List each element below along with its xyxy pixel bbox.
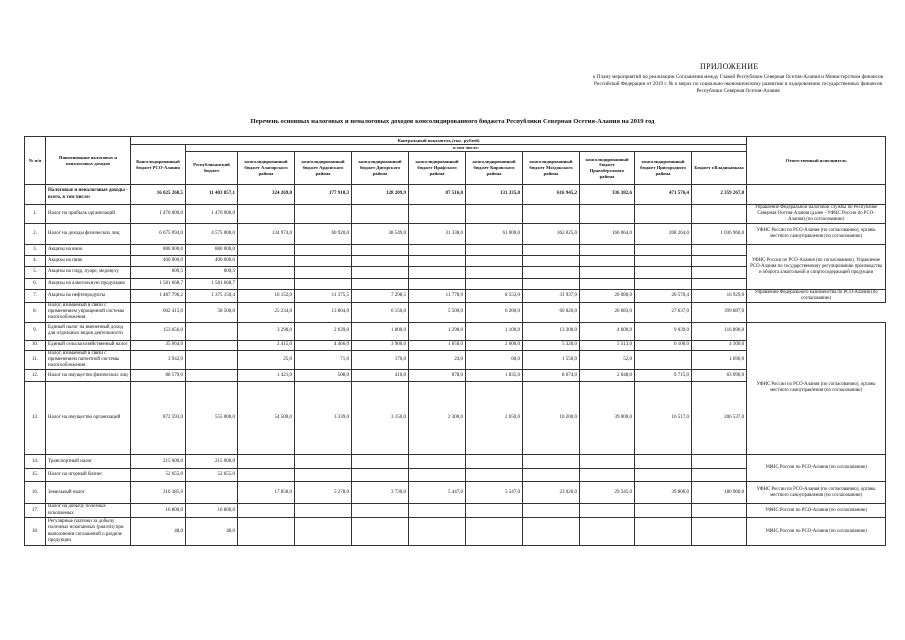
amount-cell <box>295 469 352 482</box>
amount-cell: 878,0 <box>409 370 466 382</box>
amount-cell <box>635 469 692 482</box>
table-row <box>25 482 886 504</box>
row-number <box>25 185 46 205</box>
row-number: 12. <box>25 370 46 382</box>
amount-cell <box>635 205 692 224</box>
table-row <box>25 205 886 224</box>
amount-cell <box>186 322 238 340</box>
row-number: 18. <box>25 518 46 546</box>
amount-cell: 13 804,0 <box>295 302 352 322</box>
amount-cell: 177 910,3 <box>295 185 352 205</box>
table-row <box>25 223 886 244</box>
col-vladikavkaz-header: Бюджет г.Владикавказа <box>692 152 747 185</box>
amount-cell: 400 000,0 <box>186 255 238 266</box>
control-indicator-header: Контрольный показатель (тыс. рублей) <box>131 137 747 145</box>
responsible-cell <box>747 185 886 205</box>
revenue-name: Акцизы на вино <box>46 244 131 255</box>
amount-cell <box>692 244 747 255</box>
revenue-name: Налог на прибыль организаций <box>46 205 131 224</box>
amount-cell <box>523 244 580 255</box>
amount-cell: 16 800,0 <box>186 504 238 518</box>
in-that-header: в том числе: <box>186 145 747 152</box>
amount-cell <box>186 350 238 370</box>
amount-cell: 872 593,0 <box>131 382 186 455</box>
amount-cell: 1 487 796,2 <box>131 289 186 302</box>
row-number: 17. <box>25 504 46 518</box>
amount-cell <box>409 518 466 546</box>
amount-cell <box>352 205 409 224</box>
amount-cell <box>466 205 523 224</box>
amount-cell: 29 345,0 <box>580 482 635 504</box>
row-number: 2. <box>25 223 46 244</box>
amount-cell <box>635 244 692 255</box>
amount-cell: 3 150,0 <box>352 382 409 455</box>
amount-cell <box>352 278 409 289</box>
amount-cell <box>409 455 466 469</box>
responsible-cell: Управление Федерального казначейства по РСО-Алания (по согласованию) <box>747 289 886 302</box>
amount-cell: 166 064,0 <box>580 223 635 244</box>
table-row <box>25 504 886 518</box>
col-prigorod-header: консолидированный бюджет Пригородного района <box>635 152 692 185</box>
appendix-note: к Плану мероприятий по реализации Соглашения между Главой Республики Северная Осетия-Алания и Министерством финансов Российской Федерации от 2019 г. № о мерах по социально-экономическому развитию и оздоровлению государственных финансов Республики Северная Осетия-Алания <box>592 74 884 95</box>
amount-cell: 11 778,9 <box>409 289 466 302</box>
amount-cell: 88 579,0 <box>131 370 186 382</box>
table-row <box>25 302 886 322</box>
amount-cell <box>692 455 747 469</box>
amount-cell: 17 858,0 <box>238 482 295 504</box>
amount-cell <box>352 255 409 266</box>
amount-cell: 16 152,0 <box>238 289 295 302</box>
col-mozdok-header: консолидированный бюджет Моздокского района <box>523 152 580 185</box>
amount-cell: 116 890,0 <box>692 322 747 340</box>
amount-cell: 170,0 <box>352 350 409 370</box>
responsible-cell: УФНС России по РСО-Алания (по согласованию), органы местного самоуправления (по согласованию) <box>747 322 886 455</box>
row-number: 15. <box>25 469 46 482</box>
revenue-name: Акцизы на сидр, пуаре, медовуху <box>46 266 131 278</box>
amount-cell: 8 553,0 <box>466 289 523 302</box>
amount-cell <box>295 455 352 469</box>
amount-cell: 2 000,0 <box>466 340 523 350</box>
amount-cell: 1 550,0 <box>523 350 580 370</box>
amount-cell <box>523 205 580 224</box>
amount-cell <box>238 266 295 278</box>
row-number: 11. <box>25 350 46 370</box>
amount-cell <box>523 255 580 266</box>
amount-cell: 39 800,0 <box>635 482 692 504</box>
amount-cell: 555 000,0 <box>186 382 238 455</box>
revenue-name: Единый налог на вмененный доход для отдельных видов деятельности <box>46 322 131 340</box>
amount-cell <box>635 504 692 518</box>
amount-cell: 1 800,0 <box>352 322 409 340</box>
amount-cell: 336 382,6 <box>580 185 635 205</box>
col-alagir-header: консолидированный бюджет Алагирского района <box>238 152 295 185</box>
table-row <box>25 518 886 546</box>
amount-cell: 25 234,0 <box>238 302 295 322</box>
amount-cell: 1 421,0 <box>238 370 295 382</box>
amount-cell: 48,0 <box>186 518 238 546</box>
row-number: 7. <box>25 289 46 302</box>
revenue-name: Единый сельскохозяйственный налог <box>46 340 131 350</box>
amount-cell: 31 338,0 <box>409 223 466 244</box>
amount-cell <box>409 244 466 255</box>
amount-cell: 2 300,0 <box>409 382 466 455</box>
revenue-name: Акцизы на пиво <box>46 255 131 266</box>
amount-cell: 180 900,0 <box>692 482 747 504</box>
amount-cell <box>409 266 466 278</box>
amount-cell: 35 064,0 <box>131 340 186 350</box>
row-number: 9. <box>25 322 46 340</box>
revenue-name: Налог, взимаемый в связи с применением упрощенной системы налогообложения <box>46 302 131 322</box>
amount-cell: 5 500,0 <box>409 302 466 322</box>
amount-cell <box>580 266 635 278</box>
amount-cell <box>352 244 409 255</box>
amount-cell <box>352 266 409 278</box>
amount-cell: 52,0 <box>580 350 635 370</box>
amount-cell: 87 516,0 <box>409 185 466 205</box>
amount-cell <box>352 518 409 546</box>
amount-cell: 880 000,0 <box>131 244 186 255</box>
amount-cell <box>295 266 352 278</box>
amount-cell <box>466 278 523 289</box>
table-row <box>25 185 886 205</box>
appendix-label: ПРИЛОЖЕНИЕ <box>700 62 759 71</box>
amount-cell: 39 000,0 <box>580 382 635 455</box>
amount-cell <box>466 455 523 469</box>
amount-cell: 3 339,0 <box>295 382 352 455</box>
amount-cell <box>692 504 747 518</box>
amount-cell: 2 359 267,0 <box>692 185 747 205</box>
amount-cell <box>352 504 409 518</box>
amount-cell: 6 675 094,0 <box>131 223 186 244</box>
col-pravober-header: консолидированный бюджет Правобережного района <box>580 152 635 185</box>
amount-cell <box>692 255 747 266</box>
amount-cell <box>409 469 466 482</box>
col-responsible-header: Ответственный исполнитель <box>747 137 886 185</box>
amount-cell <box>580 469 635 482</box>
table-row <box>25 455 886 469</box>
amount-cell: 27 637,0 <box>635 302 692 322</box>
amount-cell <box>692 469 747 482</box>
amount-cell <box>692 205 747 224</box>
amount-cell: 5 447,0 <box>409 482 466 504</box>
amount-cell: 324 269,0 <box>238 185 295 205</box>
amount-cell: 5 320,0 <box>523 340 580 350</box>
amount-cell: 9 039,0 <box>635 322 692 340</box>
row-number: 13. <box>25 382 46 455</box>
amount-cell <box>523 455 580 469</box>
amount-cell <box>635 266 692 278</box>
revenue-table <box>24 136 886 546</box>
amount-cell: 13 300,0 <box>523 322 580 340</box>
amount-cell: 4 300,0 <box>692 340 747 350</box>
amount-cell: 20 570,4 <box>635 289 692 302</box>
amount-cell: 61 000,0 <box>466 223 523 244</box>
amount-cell <box>692 266 747 278</box>
amount-cell: 38 549,0 <box>352 223 409 244</box>
amount-cell: 10 200,0 <box>523 382 580 455</box>
revenue-name: Акцизы на нефтепродукты <box>46 289 131 302</box>
amount-cell <box>409 278 466 289</box>
amount-cell <box>352 469 409 482</box>
amount-cell: 31 937,9 <box>523 289 580 302</box>
amount-cell: 5 547,0 <box>466 482 523 504</box>
revenue-name: Транспортный налог <box>46 455 131 469</box>
responsible-cell: УФНС России по РСО-Алания (по согласованию) <box>747 504 886 518</box>
amount-cell: 9 715,0 <box>635 370 692 382</box>
amount-cell: 3 900,0 <box>352 340 409 350</box>
amount-cell: 7 298,5 <box>352 289 409 302</box>
amount-cell: 1 036 960,0 <box>692 223 747 244</box>
col-republican-header: Республиканский бюджет <box>186 152 238 185</box>
amount-cell <box>238 244 295 255</box>
amount-cell <box>238 278 295 289</box>
amount-cell: 3 290,0 <box>238 322 295 340</box>
amount-cell <box>466 266 523 278</box>
revenue-name: Налог на добычу полезных ископаемых <box>46 504 131 518</box>
amount-cell <box>523 518 580 546</box>
amount-cell <box>523 278 580 289</box>
amount-cell <box>295 504 352 518</box>
amount-cell: 4 600,0 <box>580 322 635 340</box>
amount-cell: 60 920,0 <box>295 223 352 244</box>
amount-cell: 2 415,0 <box>238 340 295 350</box>
amount-cell <box>238 504 295 518</box>
amount-cell: 362 025,0 <box>523 223 580 244</box>
amount-cell: 410,0 <box>352 370 409 382</box>
amount-cell <box>295 244 352 255</box>
row-number: 14. <box>25 455 46 469</box>
amount-cell: 24,0 <box>409 350 466 370</box>
amount-cell <box>635 255 692 266</box>
responsible-cell: УФНС России по РСО-Алания (по согласованию) <box>747 518 886 546</box>
col-consolidated-header: Консолидированный бюджет РСО-Алания <box>131 145 186 185</box>
amount-cell: 2 639,0 <box>295 322 352 340</box>
amount-cell <box>635 278 692 289</box>
amount-cell <box>238 255 295 266</box>
col-name-header: Наименование налоговых и неналоговых доходов <box>46 137 131 185</box>
amount-cell: 131 335,0 <box>466 185 523 205</box>
amount-cell: 602 415,0 <box>131 302 186 322</box>
table-row <box>25 289 886 302</box>
revenue-name: Налог, взимаемый в связи с применением патентной системы налогообложения <box>46 350 131 370</box>
amount-cell: 1 100,0 <box>466 322 523 340</box>
amount-cell: 128 209,9 <box>352 185 409 205</box>
amount-cell: 880 000,0 <box>186 244 238 255</box>
amount-cell <box>523 504 580 518</box>
amount-cell <box>352 455 409 469</box>
amount-cell: 400 000,0 <box>131 255 186 266</box>
row-number: 3. <box>25 244 46 255</box>
amount-cell <box>466 504 523 518</box>
amount-cell <box>186 370 238 382</box>
amount-cell: 1 690,0 <box>692 350 747 370</box>
revenue-name: Налог на имущество физических лиц <box>46 370 131 382</box>
amount-cell: 134 974,0 <box>238 223 295 244</box>
amount-cell: 4 466,0 <box>295 340 352 350</box>
amount-cell <box>580 244 635 255</box>
table-row <box>25 322 886 340</box>
amount-cell: 11 375,5 <box>295 289 352 302</box>
amount-cell <box>238 469 295 482</box>
amount-cell: 215 000,0 <box>131 455 186 469</box>
amount-cell: 54 500,0 <box>238 382 295 455</box>
amount-cell: 2 048,0 <box>580 370 635 382</box>
amount-cell: 1 835,0 <box>466 370 523 382</box>
amount-cell: 71,0 <box>295 350 352 370</box>
amount-cell <box>295 278 352 289</box>
amount-cell: 616 945,2 <box>523 185 580 205</box>
amount-cell <box>295 205 352 224</box>
amount-cell: 5 278,0 <box>295 482 352 504</box>
amount-cell: 609,5 <box>186 266 238 278</box>
amount-cell: 6 100,0 <box>635 340 692 350</box>
revenue-name: Налог на имущество организаций <box>46 382 131 455</box>
col-ardon-header: консолидированный бюджет Ардонского района <box>295 152 352 185</box>
amount-cell: 1 470 000,0 <box>186 205 238 224</box>
revenue-name: Акцизы на алкогольную продукцию <box>46 278 131 289</box>
amount-cell <box>186 340 238 350</box>
amount-cell: 16 929,0 <box>692 289 747 302</box>
amount-cell: 153 656,0 <box>131 322 186 340</box>
amount-cell: 25,0 <box>238 350 295 370</box>
amount-cell: 215 000,0 <box>186 455 238 469</box>
amount-cell: 471 576,4 <box>635 185 692 205</box>
amount-cell <box>238 518 295 546</box>
amount-cell: 508,0 <box>295 370 352 382</box>
amount-cell: 1 581 668,7 <box>131 278 186 289</box>
revenue-name: Налоговые и неналоговые доходы - всего, в том числе: <box>46 185 131 205</box>
amount-cell: 60 820,0 <box>523 302 580 322</box>
amount-cell: 8 674,0 <box>523 370 580 382</box>
col-iraf-header: консолидированный бюджет Ирафского района <box>409 152 466 185</box>
amount-cell: 1 650,0 <box>409 340 466 350</box>
amount-cell: 52 655,0 <box>131 469 186 482</box>
amount-cell: 63 090,0 <box>692 370 747 382</box>
amount-cell <box>580 255 635 266</box>
amount-cell: 609,5 <box>131 266 186 278</box>
amount-cell: 1 581 668,7 <box>186 278 238 289</box>
amount-cell: 23 020,0 <box>523 482 580 504</box>
amount-cell: 48,0 <box>131 518 186 546</box>
row-number: 8. <box>25 302 46 322</box>
amount-cell <box>635 350 692 370</box>
responsible-cell: УФНС России по РСО-Алания (по согласованию) <box>747 455 886 482</box>
row-number: 4. <box>25 255 46 266</box>
revenue-name: Налог на игорный бизнес <box>46 469 131 482</box>
amount-cell <box>523 469 580 482</box>
responsible-cell: УФНС России по РСО-Алания (по согласованию), органы местного самоуправления (по согласованию) <box>747 482 886 504</box>
amount-cell <box>238 455 295 469</box>
responsible-cell: УФНС России по РСО-Алания (по согласованию), органы местного самоуправления (по согласованию) <box>747 223 886 244</box>
amount-cell <box>466 469 523 482</box>
amount-cell: 1 470 000,0 <box>131 205 186 224</box>
document-title: Перечень основных налоговых и неналоговых доходов консолидированного бюджета Республики Северная Осетия-Алания на 2019 год <box>250 118 655 125</box>
amount-cell: 20 080,0 <box>580 289 635 302</box>
table-row <box>25 244 886 255</box>
amount-cell <box>635 455 692 469</box>
amount-cell: 16 800,0 <box>131 504 186 518</box>
amount-cell <box>409 504 466 518</box>
amount-cell: 3 942,0 <box>131 350 186 370</box>
amount-cell <box>238 205 295 224</box>
amount-cell <box>466 518 523 546</box>
amount-cell <box>635 518 692 546</box>
amount-cell: 16 517,0 <box>635 382 692 455</box>
amount-cell <box>466 255 523 266</box>
revenue-name: Регулярные платежи за добычу полезных ископаемых (роялти) при выполнении соглашений о разделе продукции <box>46 518 131 546</box>
row-number: 6. <box>25 278 46 289</box>
amount-cell: 208 264,0 <box>635 223 692 244</box>
amount-cell <box>295 255 352 266</box>
col-kirov-header: консолидированный бюджет Кировского района <box>466 152 523 185</box>
revenue-name: Земельный налог <box>46 482 131 504</box>
row-number: 5. <box>25 266 46 278</box>
responsible-cell: УФНС России по РСО-Алания (по согласованию), Управление РСО-Алания по государственному регулированию производства и оборота алкогольной и спиртосодержащей продукции <box>747 244 886 289</box>
amount-cell <box>409 255 466 266</box>
amount-cell <box>580 455 635 469</box>
amount-cell: 6 150,0 <box>352 302 409 322</box>
row-number: 1. <box>25 205 46 224</box>
amount-cell <box>466 244 523 255</box>
revenue-name: Налог на доходы физических лиц <box>46 223 131 244</box>
amount-cell: 6 200,0 <box>466 302 523 322</box>
amount-cell <box>580 205 635 224</box>
amount-cell <box>580 518 635 546</box>
amount-cell <box>523 266 580 278</box>
amount-cell: 1 298,0 <box>409 322 466 340</box>
row-number: 16. <box>25 482 46 504</box>
amount-cell: 52 655,0 <box>186 469 238 482</box>
amount-cell: 16 025 268,5 <box>131 185 186 205</box>
amount-cell: 1 375 150,4 <box>186 289 238 302</box>
row-number: 10. <box>25 340 46 350</box>
amount-cell: 399 887,0 <box>692 302 747 322</box>
amount-cell: 26 683,0 <box>580 302 635 322</box>
amount-cell: 60,0 <box>466 350 523 370</box>
amount-cell: 11 403 857,1 <box>186 185 238 205</box>
amount-cell <box>186 482 238 504</box>
amount-cell <box>580 504 635 518</box>
amount-cell: 310 385,0 <box>131 482 186 504</box>
amount-cell: 206 537,0 <box>692 382 747 455</box>
amount-cell: 2 050,0 <box>466 382 523 455</box>
amount-cell: 3 730,0 <box>352 482 409 504</box>
amount-cell <box>692 518 747 546</box>
col-num-header: № п/п <box>25 137 46 185</box>
amount-cell <box>580 278 635 289</box>
col-digor-header: консолидированный бюджет Дигорского района <box>352 152 409 185</box>
amount-cell: 58 500,0 <box>186 302 238 322</box>
amount-cell: 5 313,0 <box>580 340 635 350</box>
amount-cell <box>692 278 747 289</box>
responsible-cell: Управление Федеральной налоговой службы по Республике Северная Осетия-Алания (далее - УФНС России по РСО-Алания) (по согласованию) <box>747 205 886 224</box>
amount-cell <box>295 518 352 546</box>
amount-cell: 4 575 000,0 <box>186 223 238 244</box>
amount-cell <box>409 205 466 224</box>
